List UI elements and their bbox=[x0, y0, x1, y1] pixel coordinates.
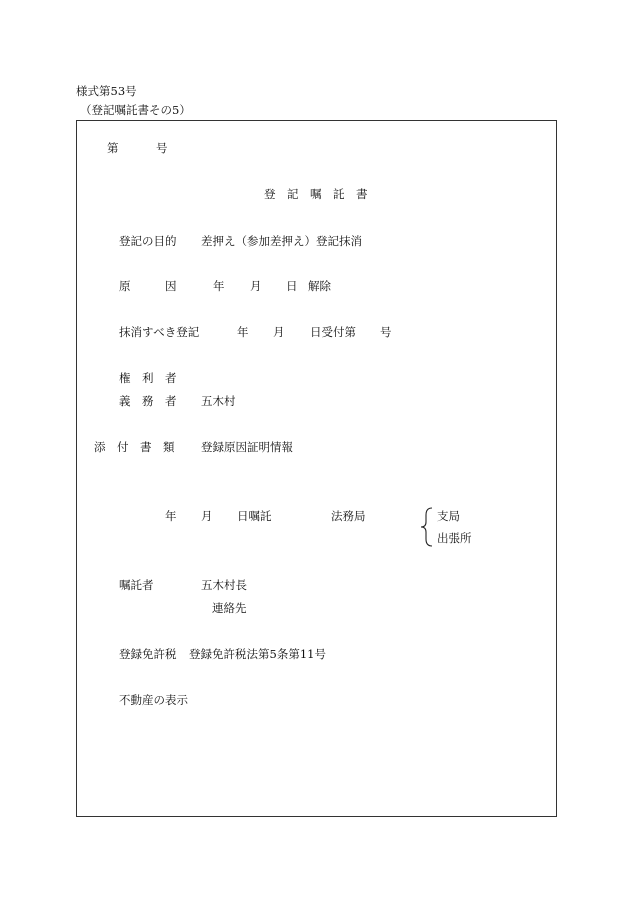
commission-day: 日嘱託 bbox=[237, 509, 272, 523]
commissioner-label: 嘱託者 bbox=[119, 578, 154, 592]
document-title: 登 記 嘱 託 書 bbox=[264, 187, 368, 201]
commission-month: 月 bbox=[201, 509, 213, 523]
cause-year: 年 bbox=[213, 279, 225, 293]
tax-label: 登録免許税 bbox=[119, 647, 177, 661]
commissioner-value: 五木村長 bbox=[201, 578, 247, 592]
form-subtitle: （登記嘱託書その5） bbox=[80, 103, 191, 117]
purpose-value: 差押え（参加差押え）登記抹消 bbox=[201, 234, 362, 248]
cause-value: 解除 bbox=[308, 279, 331, 293]
cause-label-2: 因 bbox=[165, 279, 177, 293]
cause-label-1: 原 bbox=[119, 279, 131, 293]
cause-month: 月 bbox=[250, 279, 262, 293]
sub-office: 出張所 bbox=[437, 531, 472, 545]
branch-office: 支局 bbox=[437, 509, 460, 523]
erase-year: 年 bbox=[237, 325, 249, 339]
attachments-value: 登録原因証明情報 bbox=[201, 440, 293, 454]
form-number: 様式第53号 bbox=[76, 84, 137, 98]
attachments-label: 添 付 書 類 bbox=[94, 440, 175, 454]
tax-value: 登録免許税法第5条第11号 bbox=[189, 647, 326, 661]
legal-bureau: 法務局 bbox=[331, 509, 366, 523]
obligor-label: 義 務 者 bbox=[119, 394, 177, 408]
number-label-dai: 第 bbox=[107, 141, 119, 155]
property-label: 不動産の表示 bbox=[119, 693, 188, 707]
contact-label: 連絡先 bbox=[212, 601, 247, 615]
purpose-label: 登記の目的 bbox=[119, 234, 177, 248]
obligor-value: 五木村 bbox=[201, 394, 236, 408]
commission-year: 年 bbox=[165, 509, 177, 523]
erase-day-received: 日受付第 bbox=[310, 325, 356, 339]
cause-day: 日 bbox=[286, 279, 298, 293]
erase-month: 月 bbox=[273, 325, 285, 339]
rights-holder-label: 権 利 者 bbox=[119, 371, 177, 385]
erase-go: 号 bbox=[380, 325, 392, 339]
number-label-go: 号 bbox=[156, 141, 168, 155]
erase-label: 抹消すべき登記 bbox=[119, 325, 200, 339]
form-box bbox=[76, 120, 557, 817]
